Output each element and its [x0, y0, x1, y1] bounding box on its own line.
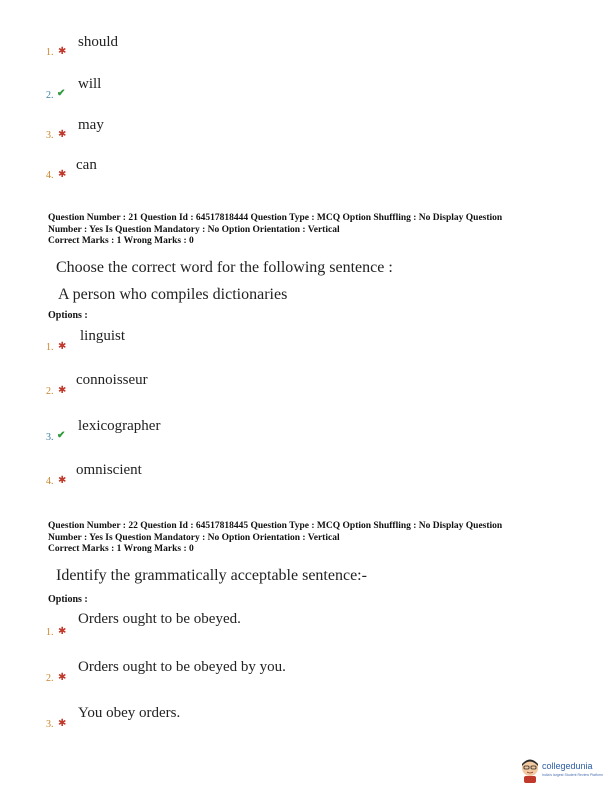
question-prompt: Choose the correct word for the following sentence :	[56, 259, 393, 276]
question-prompt: Identify the grammatically acceptable sentence:-	[56, 567, 367, 584]
wrong-mark-icon: ✱	[58, 169, 67, 180]
option-number: 4.	[46, 170, 54, 181]
option-text: should	[78, 34, 119, 50]
option-text: can	[76, 157, 97, 173]
question-meta	[48, 213, 568, 248]
wrong-mark-icon: ✱	[58, 672, 67, 683]
option-text: Orders ought to be obeyed by you.	[78, 659, 286, 675]
option-text: linguist	[80, 328, 126, 344]
meta-line: Correct Marks : 1 Wrong Marks : 0	[48, 544, 194, 554]
question-meta	[48, 521, 568, 556]
option-number: 3.	[46, 130, 54, 141]
meta-line: Number : Yes Is Question Mandatory : No Option Orientation : Vertical	[48, 224, 340, 235]
wrong-mark-icon: ✱	[58, 129, 67, 140]
options-label: Options :	[48, 594, 88, 605]
wrong-mark-icon: ✱	[58, 626, 67, 637]
meta-line: Correct Marks : 1 Wrong Marks : 0	[48, 236, 194, 246]
option-text: Orders ought to be obeyed.	[78, 611, 241, 627]
option-number: 1.	[46, 47, 54, 58]
wrong-mark-icon: ✱	[58, 341, 67, 352]
meta-line: Number : Yes Is Question Mandatory : No Option Orientation : Vertical	[48, 532, 340, 543]
option-text: may	[78, 117, 104, 133]
wrong-mark-icon: ✱	[58, 46, 67, 57]
meta-line: Question Number : 22 Question Id : 64517818445 Question Type : MCQ Option Shuffling : No Display Question	[48, 521, 503, 531]
wrong-mark-icon: ✱	[58, 385, 67, 396]
option-number: 2.	[46, 386, 54, 397]
wrong-mark-icon: ✱	[58, 475, 67, 486]
wrong-mark-icon: ✱	[58, 718, 67, 729]
option-text: will	[78, 76, 102, 92]
options-label: Options :	[48, 310, 88, 321]
correct-check-icon: ✔	[57, 430, 66, 441]
collegedunia-logo	[520, 758, 610, 788]
option-text: You obey orders.	[78, 705, 181, 721]
option-number: 2.	[46, 673, 54, 684]
option-number: 4.	[46, 476, 54, 487]
question-prompt-line2: A person who compiles dictionaries	[58, 286, 288, 303]
option-number: 1.	[46, 342, 54, 353]
logo-brand-text: collegedunia	[542, 761, 593, 771]
logo-tagline: India's largest Student Review Platform	[542, 773, 603, 777]
option-number: 3.	[46, 719, 54, 730]
option-text: omniscient	[76, 462, 142, 478]
option-text: lexicographer	[78, 418, 161, 434]
option-number: 1.	[46, 627, 54, 638]
option-number: 2.	[46, 90, 54, 101]
option-text: connoisseur	[76, 372, 148, 388]
meta-line: Question Number : 21 Question Id : 64517818444 Question Type : MCQ Option Shuffling : No Display Question	[48, 213, 503, 223]
option-number: 3.	[46, 432, 54, 443]
student-mascot-icon	[520, 758, 540, 784]
correct-check-icon: ✔	[57, 88, 66, 99]
